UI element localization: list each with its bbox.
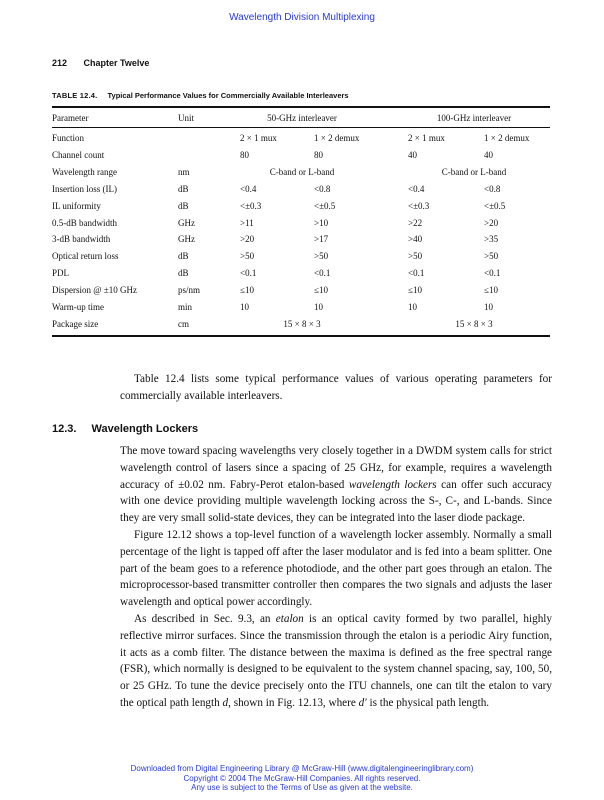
cell-100ghz-demux: 10	[484, 302, 493, 312]
cell-unit: min	[178, 302, 193, 312]
paragraph-1: The move toward spacing wavelengths very closely together in a DWDM system calls for strict wavelength control of lasers since a spacing of 25 GHz, for example, requires a wavelength accuracy of ±0.02 nm. Fabry-Perot etalon-based wavelength lockers can offer such accuracy with one device providing multiple wavelength locking across the S-, C-, and L-bands. Since they are very small solid-state devices, they can be integrated into the laser diode package.	[120, 445, 552, 525]
cell-50ghz-demux: 10	[314, 302, 323, 312]
cell-unit: dB	[178, 251, 189, 262]
cell-100ghz-mux: <0.1	[408, 268, 425, 279]
table-row	[0, 218, 604, 235]
cell-100ghz-demux: >35	[484, 234, 499, 245]
cell-100ghz-demux: <0.1	[484, 268, 501, 279]
table-bottom-rule	[52, 335, 550, 337]
table-row	[0, 150, 604, 167]
body-text	[120, 443, 552, 712]
cell-100ghz-span: 15 × 8 × 3	[455, 318, 493, 329]
cell-50ghz-mux: >11	[240, 217, 254, 228]
section-heading	[52, 423, 198, 435]
header-50ghz: 50-GHz interleaver	[267, 113, 337, 123]
page-number: 212	[52, 58, 68, 68]
table-row	[0, 319, 604, 336]
cell-50ghz-demux: <0.8	[314, 183, 331, 194]
cell-50ghz-demux: >10	[314, 217, 329, 228]
cell-100ghz-demux: 1 × 2 demux	[484, 133, 530, 143]
cell-50ghz-mux: <0.4	[240, 183, 257, 194]
cell-100ghz-demux: <±0.5	[484, 200, 506, 211]
cell-50ghz-demux: 1 × 2 demux	[314, 133, 360, 143]
paragraph-2: Figure 12.12 shows a top-level function of a wavelength locker assembly. Normally a small percentage of the light is tapped off after the laser modulator and is fed into a beam splitter. One part of the beam goes to a reference photodiode, and the other part goes through an etalon. The microprocessor-based transmitter controller then compares the two signals and adjusts the laser wavelength and optical power accordingly.	[120, 528, 552, 609]
cell-50ghz-mux: >50	[240, 251, 255, 262]
cell-parameter: IL uniformity	[52, 200, 101, 211]
table-caption	[52, 91, 349, 100]
table-row	[0, 184, 604, 201]
footer-terms: Any use is subject to the Terms of Use as given at the website.	[191, 783, 413, 792]
cell-100ghz-mux: >40	[408, 234, 423, 245]
cell-parameter: Optical return loss	[52, 251, 119, 262]
term-wavelength-lockers: wavelength lockers	[348, 478, 437, 491]
cell-100ghz-mux: ≤10	[408, 285, 422, 296]
cell-unit: GHz	[178, 234, 195, 245]
table-row	[0, 234, 604, 251]
cell-unit: nm	[178, 166, 190, 177]
cell-100ghz-mux: 10	[408, 302, 417, 312]
cell-parameter: 3-dB bandwidth	[52, 234, 111, 245]
cell-100ghz-demux: <0.8	[484, 183, 501, 194]
cell-unit: dB	[178, 268, 189, 279]
term-etalon: etalon	[275, 612, 304, 625]
table-header-rule	[52, 127, 550, 128]
cell-parameter: Channel count	[52, 149, 105, 160]
paragraph-3: As described in Sec. 9.3, an etalon is an optical cavity formed by two parallel, highly reflective mirror surfaces. Since the transmission through the etalon is a periodic Airy function, it acts as a comb filter. The distance between the maxima is defined as the free spectral range (FSR), which normally is designed to be equivalent to the system channel spacing, say, 100, 50, or 25 GHz. To tune the device precisely onto the ITU channels, one can tilt the etalon to vary the optical path length d, shown in Fig. 12.13, where d′ is the physical path length.	[120, 612, 552, 709]
cell-unit: cm	[178, 318, 189, 329]
cell-100ghz-demux: >50	[484, 251, 499, 262]
cell-100ghz-mux: 2 × 1 mux	[408, 133, 445, 143]
table-row	[0, 251, 604, 268]
cell-50ghz-mux: <0.1	[240, 268, 257, 279]
cell-100ghz-mux: 40	[408, 149, 417, 160]
cell-parameter: PDL	[52, 268, 70, 279]
cell-50ghz-demux: >17	[314, 234, 329, 245]
cell-50ghz-mux: <±0.3	[240, 200, 262, 211]
cell-parameter: Dispersion @ ±10 GHz	[52, 285, 137, 296]
cell-100ghz-mux: >50	[408, 251, 423, 262]
cell-unit: GHz	[178, 217, 195, 228]
table-row	[0, 302, 604, 319]
chapter-header	[52, 58, 149, 68]
cell-50ghz-mux: >20	[240, 234, 255, 245]
section-number: 12.3.	[52, 423, 77, 435]
cell-unit: dB	[178, 200, 189, 211]
header-parameter: Parameter	[52, 113, 89, 123]
table-title: Typical Performance Values for Commercially Available Interleavers	[107, 91, 349, 100]
cell-50ghz-mux: ≤10	[240, 285, 254, 296]
intro-paragraph	[120, 371, 552, 405]
cell-50ghz-demux: >50	[314, 251, 329, 262]
table-row	[0, 268, 604, 285]
cell-100ghz-demux: >20	[484, 217, 499, 228]
cell-parameter: Function	[52, 133, 85, 143]
running-header: Wavelength Division Multiplexing	[229, 12, 375, 23]
header-unit: Unit	[178, 113, 195, 123]
cell-50ghz-demux: <0.1	[314, 268, 331, 279]
cell-50ghz-mux: 80	[240, 149, 249, 160]
cell-50ghz-demux: 80	[314, 149, 323, 160]
cell-unit: dB	[178, 183, 189, 194]
table-label: TABLE 12.4.	[52, 91, 98, 100]
cell-unit: ps/nm	[178, 285, 201, 296]
table-row	[0, 201, 604, 218]
cell-50ghz-demux: ≤10	[314, 285, 328, 296]
cell-100ghz-demux: 40	[484, 149, 493, 160]
cell-parameter: Insertion loss (IL)	[52, 183, 117, 194]
cell-50ghz-span: C-band or L-band	[269, 166, 335, 177]
header-100ghz: 100-GHz interleaver	[436, 113, 512, 123]
table-top-rule	[52, 106, 550, 108]
cell-parameter: Package size	[52, 318, 99, 329]
table-row	[0, 167, 604, 184]
cell-100ghz-mux: >22	[408, 217, 423, 228]
cell-100ghz-span: C-band or L-band	[441, 166, 507, 177]
cell-50ghz-demux: <±0.5	[314, 200, 336, 211]
cell-parameter: 0.5-dB bandwidth	[52, 217, 117, 228]
section-title: Wavelength Lockers	[91, 423, 199, 435]
cell-100ghz-mux: <±0.3	[408, 200, 430, 211]
footer-copyright: Copyright © 2004 The McGraw-Hill Companies. All rights reserved.	[183, 773, 421, 783]
cell-50ghz-span: 15 × 8 × 3	[283, 318, 321, 329]
table-row	[0, 133, 604, 150]
cell-parameter: Warm-up time	[52, 302, 105, 312]
table-row	[0, 285, 604, 302]
cell-parameter: Wavelength range	[52, 166, 117, 177]
cell-50ghz-mux: 10	[240, 302, 249, 312]
cell-50ghz-mux: 2 × 1 mux	[240, 133, 277, 143]
chapter-title: Chapter Twelve	[83, 58, 150, 68]
footer	[0, 764, 604, 793]
footer-download-link[interactable]: Downloaded from Digital Engineering Library @ McGraw-Hill (www.digitalengineeringlibrary.com)	[130, 764, 474, 773]
intro-text: Table 12.4 lists some typical performance values of various operating parameters for commercially available interleavers.	[120, 373, 552, 402]
cell-100ghz-demux: ≤10	[484, 285, 498, 296]
cell-100ghz-mux: <0.4	[408, 183, 425, 194]
